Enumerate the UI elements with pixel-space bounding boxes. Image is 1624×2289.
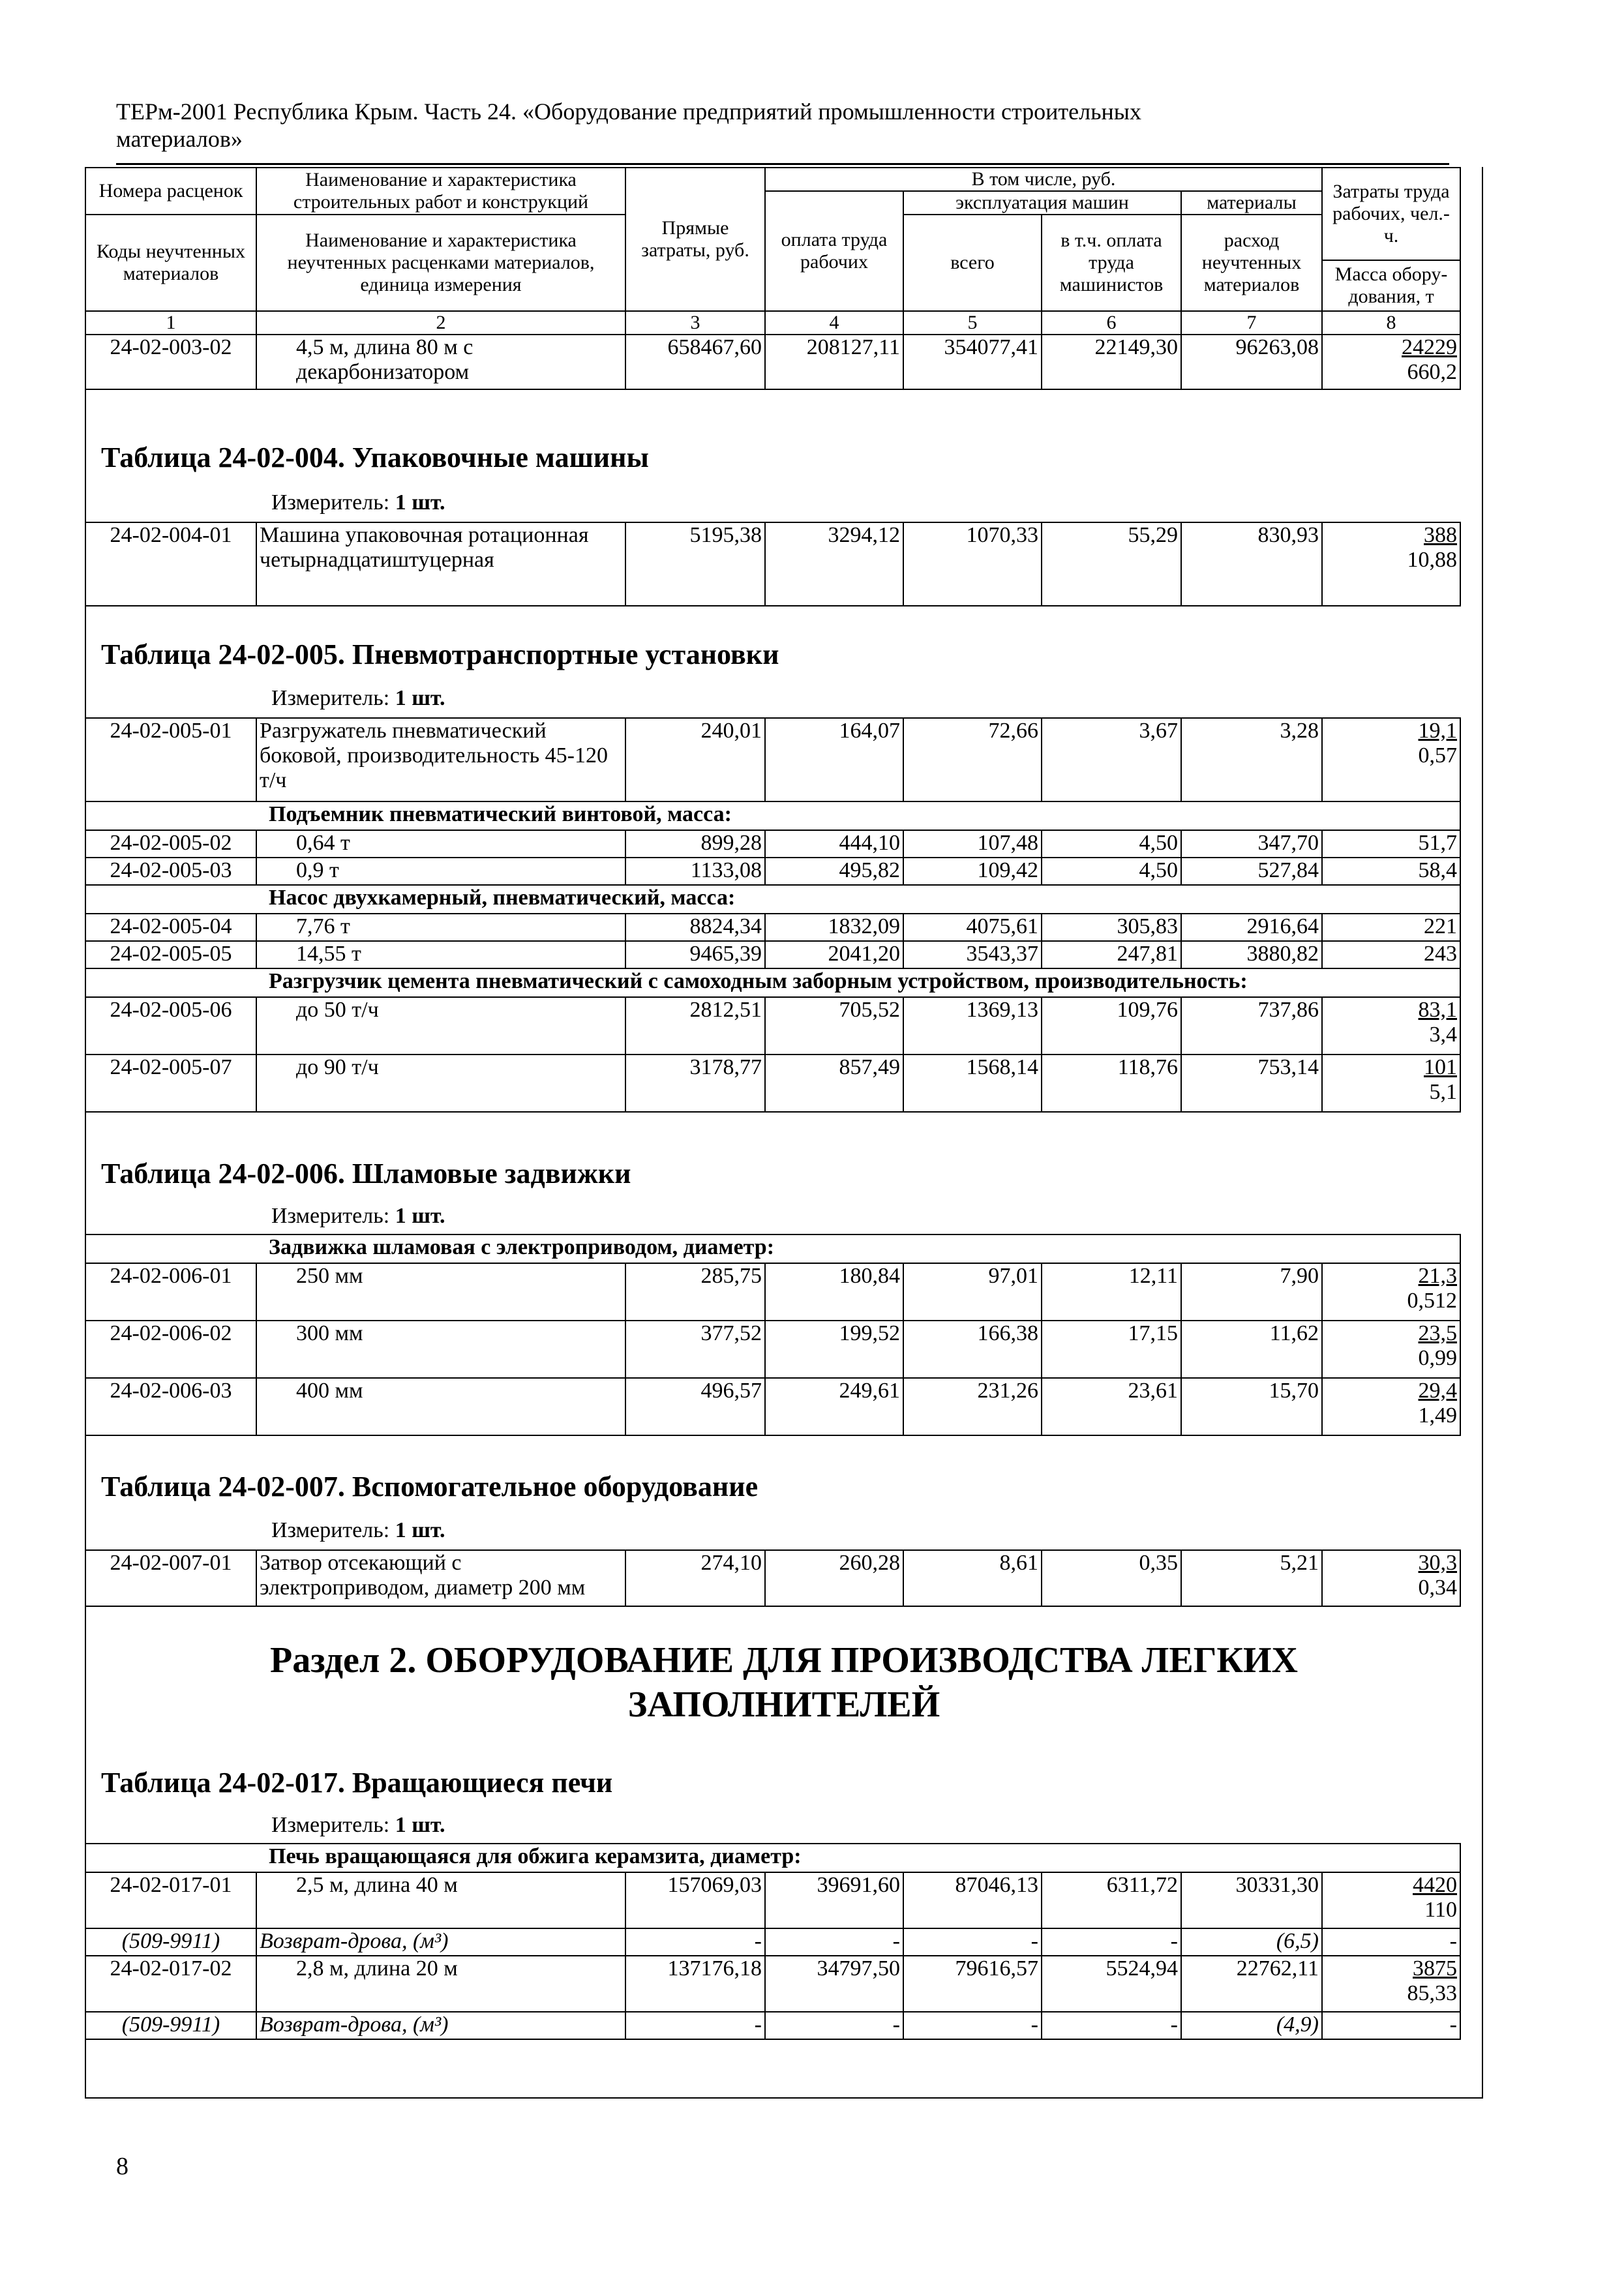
row-code: 24-02-006-01 bbox=[85, 1263, 256, 1321]
col-num: 3 bbox=[625, 311, 765, 335]
col-num: 2 bbox=[256, 311, 625, 335]
machinist-cost: 4,50 bbox=[1042, 858, 1181, 885]
table-row-material bbox=[85, 2012, 1460, 2039]
table-row bbox=[85, 1263, 1460, 1321]
column-header-table bbox=[85, 167, 1461, 390]
table-row bbox=[85, 1321, 1460, 1378]
work-mass-cell bbox=[1322, 1321, 1460, 1378]
measure-label: Измеритель: bbox=[271, 1204, 390, 1228]
labor-cost: 2041,20 bbox=[765, 941, 903, 968]
labor-cost: 39691,60 bbox=[765, 1872, 903, 1928]
col-num: 1 bbox=[85, 311, 256, 335]
row-code: 24-02-005-01 bbox=[85, 718, 256, 801]
labor-cost: 34797,50 bbox=[765, 1956, 903, 2012]
section-heading-line1: Раздел 2. ОБОРУДОВАНИЕ ДЛЯ ПРОИЗВОДСТВА ЛЕГКИХ bbox=[270, 1640, 1298, 1681]
table-row bbox=[85, 1872, 1460, 1928]
material-cost: 2916,64 bbox=[1181, 914, 1322, 941]
material-cost: 753,14 bbox=[1181, 1055, 1322, 1112]
machinist-cost: 118,76 bbox=[1042, 1055, 1181, 1112]
col-head-1b: Коды неучтенных материалов bbox=[85, 215, 256, 311]
measure-label: Измеритель: bbox=[271, 490, 390, 515]
material-code: (509-9911) bbox=[85, 2012, 256, 2039]
table-row bbox=[85, 718, 1460, 801]
row-name: Машина упаковочная ротационная четырнадцатиштуцерная bbox=[256, 522, 625, 606]
machine-cost: 1369,13 bbox=[903, 997, 1042, 1055]
table-row bbox=[85, 522, 1460, 606]
direct-cost: 1133,08 bbox=[625, 858, 765, 885]
machine-cost: 231,26 bbox=[903, 1378, 1042, 1435]
material-cost: 527,84 bbox=[1181, 858, 1322, 885]
row-code: 24-02-004-01 bbox=[85, 522, 256, 606]
group-heading: Разгрузчик цемента пневматический с самоходным заборным устройством, производительность: bbox=[85, 968, 1460, 997]
labor-cost: 1832,09 bbox=[765, 914, 903, 941]
row-name: 14,55 т bbox=[256, 941, 625, 968]
row-code: 24-02-005-07 bbox=[85, 1055, 256, 1112]
work-mass-cell bbox=[1322, 1956, 1460, 2012]
table-row bbox=[85, 830, 1460, 858]
equipment-mass: 110 bbox=[1424, 1898, 1457, 1922]
material-cost: 830,93 bbox=[1181, 522, 1322, 606]
direct-cost: - bbox=[625, 2012, 765, 2039]
work-mass-cell bbox=[1322, 522, 1460, 606]
table-007 bbox=[85, 1549, 1461, 1607]
row-name: 4,5 м, длина 80 м с декарбонизатором bbox=[256, 335, 625, 389]
work-hours: - bbox=[1322, 1928, 1460, 1956]
machinist-cost: 0,35 bbox=[1042, 1550, 1181, 1606]
direct-cost: 3178,77 bbox=[625, 1055, 765, 1112]
table-row-material bbox=[85, 1928, 1460, 1956]
measure-005 bbox=[271, 686, 445, 711]
direct-cost: 8824,34 bbox=[625, 914, 765, 941]
labor-cost: 260,28 bbox=[765, 1550, 903, 1606]
row-name: 0,9 т bbox=[256, 858, 625, 885]
work-mass-cell bbox=[1322, 1263, 1460, 1321]
col-head-1a: Номера расценок bbox=[85, 168, 256, 215]
table-title-005: Таблица 24-02-005. Пневмотранспортные установки bbox=[101, 638, 779, 670]
table-row bbox=[85, 1378, 1460, 1435]
labor-cost: 249,61 bbox=[765, 1378, 903, 1435]
measure-label: Измеритель: bbox=[271, 1518, 390, 1542]
row-code: 24-02-007-01 bbox=[85, 1550, 256, 1606]
machinist-cost: 12,11 bbox=[1042, 1263, 1181, 1321]
machinist-cost: 22149,30 bbox=[1042, 335, 1181, 389]
equipment-mass: 0,34 bbox=[1418, 1576, 1457, 1600]
machinist-cost: 4,50 bbox=[1042, 830, 1181, 858]
col-head-6: в т.ч. оплата труда машинистов bbox=[1042, 215, 1181, 311]
work-hours: 30,3 bbox=[1418, 1551, 1457, 1575]
direct-cost: 2812,51 bbox=[625, 997, 765, 1055]
col-num: 7 bbox=[1181, 311, 1322, 335]
material-name: Возврат-дрова, (м³) bbox=[256, 2012, 625, 2039]
group-heading: Задвижка шламовая с электроприводом, диаметр: bbox=[85, 1234, 1460, 1263]
row-code: 24-02-006-03 bbox=[85, 1378, 256, 1435]
row-name: 250 мм bbox=[256, 1263, 625, 1321]
work-hours: 29,4 bbox=[1418, 1379, 1457, 1403]
row-name: Затвор отсекающий с электроприводом, диаметр 200 мм bbox=[256, 1550, 625, 1606]
row-name: 400 мм bbox=[256, 1378, 625, 1435]
col-num: 8 bbox=[1322, 311, 1460, 335]
group-heading: Подъемник пневматический винтовой, масса: bbox=[85, 801, 1460, 830]
direct-cost: 274,10 bbox=[625, 1550, 765, 1606]
work-mass-cell bbox=[1322, 1055, 1460, 1112]
row-name: 300 мм bbox=[256, 1321, 625, 1378]
material-cost: 737,86 bbox=[1181, 997, 1322, 1055]
material-code: (509-9911) bbox=[85, 1928, 256, 1956]
work-hours: 101 bbox=[1424, 1055, 1457, 1079]
col-head-5: всего bbox=[903, 215, 1042, 311]
section-heading bbox=[85, 1638, 1483, 1727]
col-head-2a: Наименование и характеристика строительных работ и конструкций bbox=[256, 168, 625, 215]
row-name: 2,8 м, длина 20 м bbox=[256, 1956, 625, 2012]
work-hours: 3875 bbox=[1413, 1956, 1457, 1981]
work-mass-cell bbox=[1322, 718, 1460, 801]
machine-cost: 72,66 bbox=[903, 718, 1042, 801]
direct-cost: 5195,38 bbox=[625, 522, 765, 606]
direct-cost: 285,75 bbox=[625, 1263, 765, 1321]
material-quantity: (6,5) bbox=[1181, 1928, 1322, 1956]
machinist-cost: 247,81 bbox=[1042, 941, 1181, 968]
table-004 bbox=[85, 522, 1461, 606]
row-code: 24-02-003-02 bbox=[85, 335, 256, 389]
machine-cost: 109,42 bbox=[903, 858, 1042, 885]
direct-cost: 240,01 bbox=[625, 718, 765, 801]
row-code: 24-02-017-01 bbox=[85, 1872, 256, 1928]
equipment-mass: 0,99 bbox=[1418, 1346, 1457, 1370]
section-heading-line2: ЗАПОЛНИТЕЛЕЙ bbox=[627, 1684, 940, 1725]
work-mass-cell bbox=[1322, 1550, 1460, 1606]
equipment-mass: 1,49 bbox=[1418, 1403, 1457, 1428]
measure-label: Измеритель: bbox=[271, 686, 390, 710]
machine-cost: - bbox=[903, 2012, 1042, 2039]
equipment-mass: 10,88 bbox=[1407, 548, 1457, 572]
col-head-8a: Затраты труда рабочих, чел.-ч. bbox=[1322, 168, 1460, 260]
machine-cost: 166,38 bbox=[903, 1321, 1042, 1378]
material-name: Возврат-дрова, (м³) bbox=[256, 1928, 625, 1956]
table-row bbox=[85, 335, 1460, 389]
machine-cost: - bbox=[903, 1928, 1042, 1956]
running-header bbox=[116, 98, 1453, 153]
direct-cost: 377,52 bbox=[625, 1321, 765, 1378]
measure-007 bbox=[271, 1518, 445, 1543]
table-row bbox=[85, 1550, 1460, 1606]
row-name: до 50 т/ч bbox=[256, 997, 625, 1055]
machine-cost: 79616,57 bbox=[903, 1956, 1042, 2012]
table-row bbox=[85, 914, 1460, 941]
measure-label: Измеритель: bbox=[271, 1813, 390, 1837]
work-mass-cell bbox=[1322, 1872, 1460, 1928]
machinist-cost: - bbox=[1042, 2012, 1181, 2039]
material-cost: 11,62 bbox=[1181, 1321, 1322, 1378]
measure-value: 1 шт. bbox=[395, 490, 445, 515]
work-mass-cell bbox=[1322, 335, 1460, 389]
measure-value: 1 шт. bbox=[395, 686, 445, 710]
material-cost: 22762,11 bbox=[1181, 1956, 1322, 2012]
machinist-cost: 109,76 bbox=[1042, 997, 1181, 1055]
equipment-mass: 5,1 bbox=[1429, 1080, 1457, 1104]
labor-cost: - bbox=[765, 1928, 903, 1956]
col-head-7: расход неучтенных материалов bbox=[1181, 215, 1322, 311]
row-code: 24-02-005-03 bbox=[85, 858, 256, 885]
machine-cost: 3543,37 bbox=[903, 941, 1042, 968]
machinist-cost: 23,61 bbox=[1042, 1378, 1181, 1435]
col-head-materials: материалы bbox=[1181, 191, 1322, 215]
machinist-cost: 305,83 bbox=[1042, 914, 1181, 941]
page-number: 8 bbox=[116, 2153, 128, 2180]
machinist-cost: 6311,72 bbox=[1042, 1872, 1181, 1928]
work-hours: 19,1 bbox=[1418, 719, 1457, 743]
machine-cost: 107,48 bbox=[903, 830, 1042, 858]
direct-cost: 157069,03 bbox=[625, 1872, 765, 1928]
material-cost: 3880,82 bbox=[1181, 941, 1322, 968]
material-cost: 15,70 bbox=[1181, 1378, 1322, 1435]
machine-cost: 4075,61 bbox=[903, 914, 1042, 941]
table-title-006: Таблица 24-02-006. Шламовые задвижки bbox=[101, 1158, 631, 1189]
work-hours: 23,5 bbox=[1418, 1321, 1457, 1345]
table-005 bbox=[85, 717, 1461, 1113]
work-hours: 24229 bbox=[1402, 335, 1457, 359]
table-017 bbox=[85, 1843, 1461, 2040]
row-code: 24-02-005-06 bbox=[85, 997, 256, 1055]
col-head-4: оплата труда рабочих bbox=[765, 191, 903, 311]
table-row bbox=[85, 1055, 1460, 1112]
running-header-line2: материалов» bbox=[116, 126, 243, 152]
measure-value: 1 шт. bbox=[395, 1204, 445, 1228]
row-code: 24-02-005-02 bbox=[85, 830, 256, 858]
material-cost: 30331,30 bbox=[1181, 1872, 1322, 1928]
work-hours: 388 bbox=[1424, 523, 1457, 547]
col-num: 5 bbox=[903, 311, 1042, 335]
work-hours: 243 bbox=[1322, 941, 1460, 968]
row-code: 24-02-006-02 bbox=[85, 1321, 256, 1378]
work-hours: 21,3 bbox=[1418, 1264, 1457, 1288]
machinist-cost: 3,67 bbox=[1042, 718, 1181, 801]
labor-cost: 705,52 bbox=[765, 997, 903, 1055]
row-name: 0,64 т bbox=[256, 830, 625, 858]
material-cost: 3,28 bbox=[1181, 718, 1322, 801]
table-row bbox=[85, 997, 1460, 1055]
direct-cost: 137176,18 bbox=[625, 1956, 765, 2012]
running-header-line1: ТЕРм-2001 Республика Крым. Часть 24. «Оборудование предприятий промышленности строительных bbox=[116, 98, 1141, 125]
row-name: до 90 т/ч bbox=[256, 1055, 625, 1112]
material-quantity: (4,9) bbox=[1181, 2012, 1322, 2039]
machinist-cost: 5524,94 bbox=[1042, 1956, 1181, 2012]
labor-cost: 208127,11 bbox=[765, 335, 903, 389]
group-heading: Печь вращающаяся для обжига керамзита, диаметр: bbox=[85, 1844, 1460, 1872]
direct-cost: 496,57 bbox=[625, 1378, 765, 1435]
direct-cost: - bbox=[625, 1928, 765, 1956]
machine-cost: 1568,14 bbox=[903, 1055, 1042, 1112]
equipment-mass: 3,4 bbox=[1429, 1023, 1457, 1047]
labor-cost: 199,52 bbox=[765, 1321, 903, 1378]
direct-cost: 9465,39 bbox=[625, 941, 765, 968]
measure-value: 1 шт. bbox=[395, 1813, 445, 1837]
work-hours: 58,4 bbox=[1322, 858, 1460, 885]
equipment-mass: 660,2 bbox=[1407, 360, 1457, 384]
labor-cost: 180,84 bbox=[765, 1263, 903, 1321]
machine-cost: 97,01 bbox=[903, 1263, 1042, 1321]
direct-cost: 658467,60 bbox=[625, 335, 765, 389]
machinist-cost: - bbox=[1042, 1928, 1181, 1956]
table-title-007: Таблица 24-02-007. Вспомогательное оборудование bbox=[101, 1471, 759, 1503]
table-row bbox=[85, 858, 1460, 885]
col-head-including: В том числе, руб. bbox=[765, 168, 1322, 191]
row-code: 24-02-017-02 bbox=[85, 1956, 256, 2012]
row-name: 2,5 м, длина 40 м bbox=[256, 1872, 625, 1928]
measure-value: 1 шт. bbox=[395, 1518, 445, 1542]
labor-cost: 3294,12 bbox=[765, 522, 903, 606]
direct-cost: 899,28 bbox=[625, 830, 765, 858]
col-head-3: Прямые затраты, руб. bbox=[625, 168, 765, 311]
work-hours: 4420 bbox=[1413, 1873, 1457, 1897]
header-rule bbox=[116, 163, 1449, 165]
measure-004 bbox=[271, 490, 445, 515]
labor-cost: 857,49 bbox=[765, 1055, 903, 1112]
equipment-mass: 0,57 bbox=[1418, 743, 1457, 768]
table-006 bbox=[85, 1234, 1461, 1436]
work-mass-cell bbox=[1322, 1378, 1460, 1435]
labor-cost: 495,82 bbox=[765, 858, 903, 885]
labor-cost: 164,07 bbox=[765, 718, 903, 801]
table-row bbox=[85, 1956, 1460, 2012]
row-name: Разгружатель пневматический боковой, производительность 45-120 т/ч bbox=[256, 718, 625, 801]
material-cost: 7,90 bbox=[1181, 1263, 1322, 1321]
col-num: 4 bbox=[765, 311, 903, 335]
labor-cost: 444,10 bbox=[765, 830, 903, 858]
group-heading: Насос двухкамерный, пневматический, масса: bbox=[85, 885, 1460, 914]
col-num: 6 bbox=[1042, 311, 1181, 335]
measure-006 bbox=[271, 1204, 445, 1229]
material-cost: 96263,08 bbox=[1181, 335, 1322, 389]
machine-cost: 8,61 bbox=[903, 1550, 1042, 1606]
material-cost: 5,21 bbox=[1181, 1550, 1322, 1606]
work-hours: 221 bbox=[1322, 914, 1460, 941]
work-mass-cell bbox=[1322, 997, 1460, 1055]
table-row bbox=[85, 941, 1460, 968]
machine-cost: 354077,41 bbox=[903, 335, 1042, 389]
row-name: 7,76 т bbox=[256, 914, 625, 941]
col-head-machines: эксплуатация машин bbox=[903, 191, 1181, 215]
machinist-cost: 55,29 bbox=[1042, 522, 1181, 606]
row-code: 24-02-005-05 bbox=[85, 941, 256, 968]
measure-017 bbox=[271, 1813, 445, 1838]
work-hours: 51,7 bbox=[1322, 830, 1460, 858]
machine-cost: 1070,33 bbox=[903, 522, 1042, 606]
row-code: 24-02-005-04 bbox=[85, 914, 256, 941]
equipment-mass: 0,512 bbox=[1407, 1289, 1457, 1313]
table-title-017: Таблица 24-02-017. Вращающиеся печи bbox=[101, 1767, 613, 1799]
material-cost: 347,70 bbox=[1181, 830, 1322, 858]
table-title-004: Таблица 24-02-004. Упаковочные машины bbox=[101, 441, 649, 473]
machine-cost: 87046,13 bbox=[903, 1872, 1042, 1928]
labor-cost: - bbox=[765, 2012, 903, 2039]
col-head-2b: Наименование и характеристика неучтенных расценками материалов, единица измерения bbox=[256, 215, 625, 311]
work-hours: - bbox=[1322, 2012, 1460, 2039]
work-hours: 83,1 bbox=[1418, 998, 1457, 1022]
equipment-mass: 85,33 bbox=[1407, 1981, 1457, 2005]
col-head-8b: Масса обору-дования, т bbox=[1322, 260, 1460, 311]
machinist-cost: 17,15 bbox=[1042, 1321, 1181, 1378]
